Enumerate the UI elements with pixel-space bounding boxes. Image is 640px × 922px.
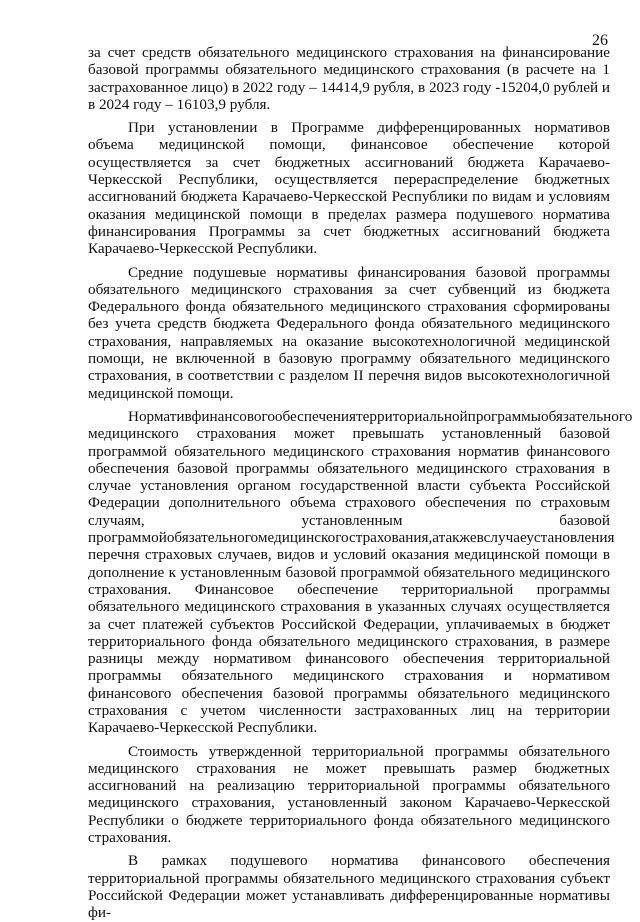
page-number: 26 <box>592 32 608 49</box>
paragraph-3: Средние подушевые нормативы финансирования базовой программы обязательного медицинского страхования за счет субвенций из бюджета Федерального фонда обязательного медицинского страхования сформированы без учета средств бюджета Федерального фонда обязательного медицинского страхования, направляемых на оказание высокотехнологичной медицинской помощи, не включенной в базовую программу обязательного медицинского страхования, в соответствии с разделом II перечня видов высокотехнологичной медицинской помощи. <box>88 263 610 402</box>
paragraph-6: В рамках подушевого норматива финансового обеспечения территориальной программы обязательного медицинского страхования субъект Российской Федерации может устанавливать дифференцированные нормативы фи- <box>88 852 610 922</box>
paragraph-5: Стоимость утвержденной территориальной программы обязательного медицинского страхования не может превышать размер бюджетных ассигнований на реализацию территориальной программы обязательного медицинского страхования, установленный законом Карачаево-Черкесской Республики о бюджете территориального фонда обязательного медицинского страхования. <box>88 742 610 847</box>
paragraph-2: При установлении в Программе дифференцированных нормативов объема медицинской помощи, финансовое обеспечение которой осуществляется за счет бюджетных ассигнований бюджета Карачаево-Черкесской Республики, осуществляется перераспределение бюджетных ассигнований бюджета Карачаево-Черкесской Республики по видам и условиям оказания медицинской помощи в пределах размера подушевого норматива финансирования Программы за счет бюджетных ассигнований бюджета Карачаево-Черкесской Республики. <box>88 119 610 258</box>
paragraph-1: за счет средств обязательного медицинского страхования на финансирование базовой программы обязательного медицинского страхования (в расчете на 1 застрахованное лицо) в 2022 году – 14414,9 рубля, в 2023 году -15204,0 рублей и в 2024 году – 16103,9 рубля. <box>88 44 610 113</box>
paragraph-4: Нормативфинансовогообеспечениятерриториальнойпрограммыобязательного медицинского страхования может превышать установленный базовой программой обязательного медицинского страхования норматив финансового обеспечения базовой программы обязательного медицинского страхования в случае установления органом государственной власти субъекта Российской Федерации дополнительного объема страхового обеспечения по страховым случаям, установленным базовой программойобязательногомедицинскогострахования,атакжевслучаеустановления перечня страховых случаев, видов и условий оказания медицинской помощи в дополнение к установленным базовой программой обязательного медицинского страхования. Финансовое обеспечение территориальной программы обязательного медицинского страхования в указанных случаях осуществляется за счет платежей субъектов Российской Федерации, уплачиваемых в бюджет территориального фонда обязательного медицинского страхования, в размере разницы между нормативом финансового обеспечения территориальной программы обязательного медицинского страхования и нормативом финансового обеспечения базовой программы обязательного медицинского страхования с учетом численности застрахованных лиц на территории Карачаево-Черкесской Республики. <box>88 407 633 737</box>
